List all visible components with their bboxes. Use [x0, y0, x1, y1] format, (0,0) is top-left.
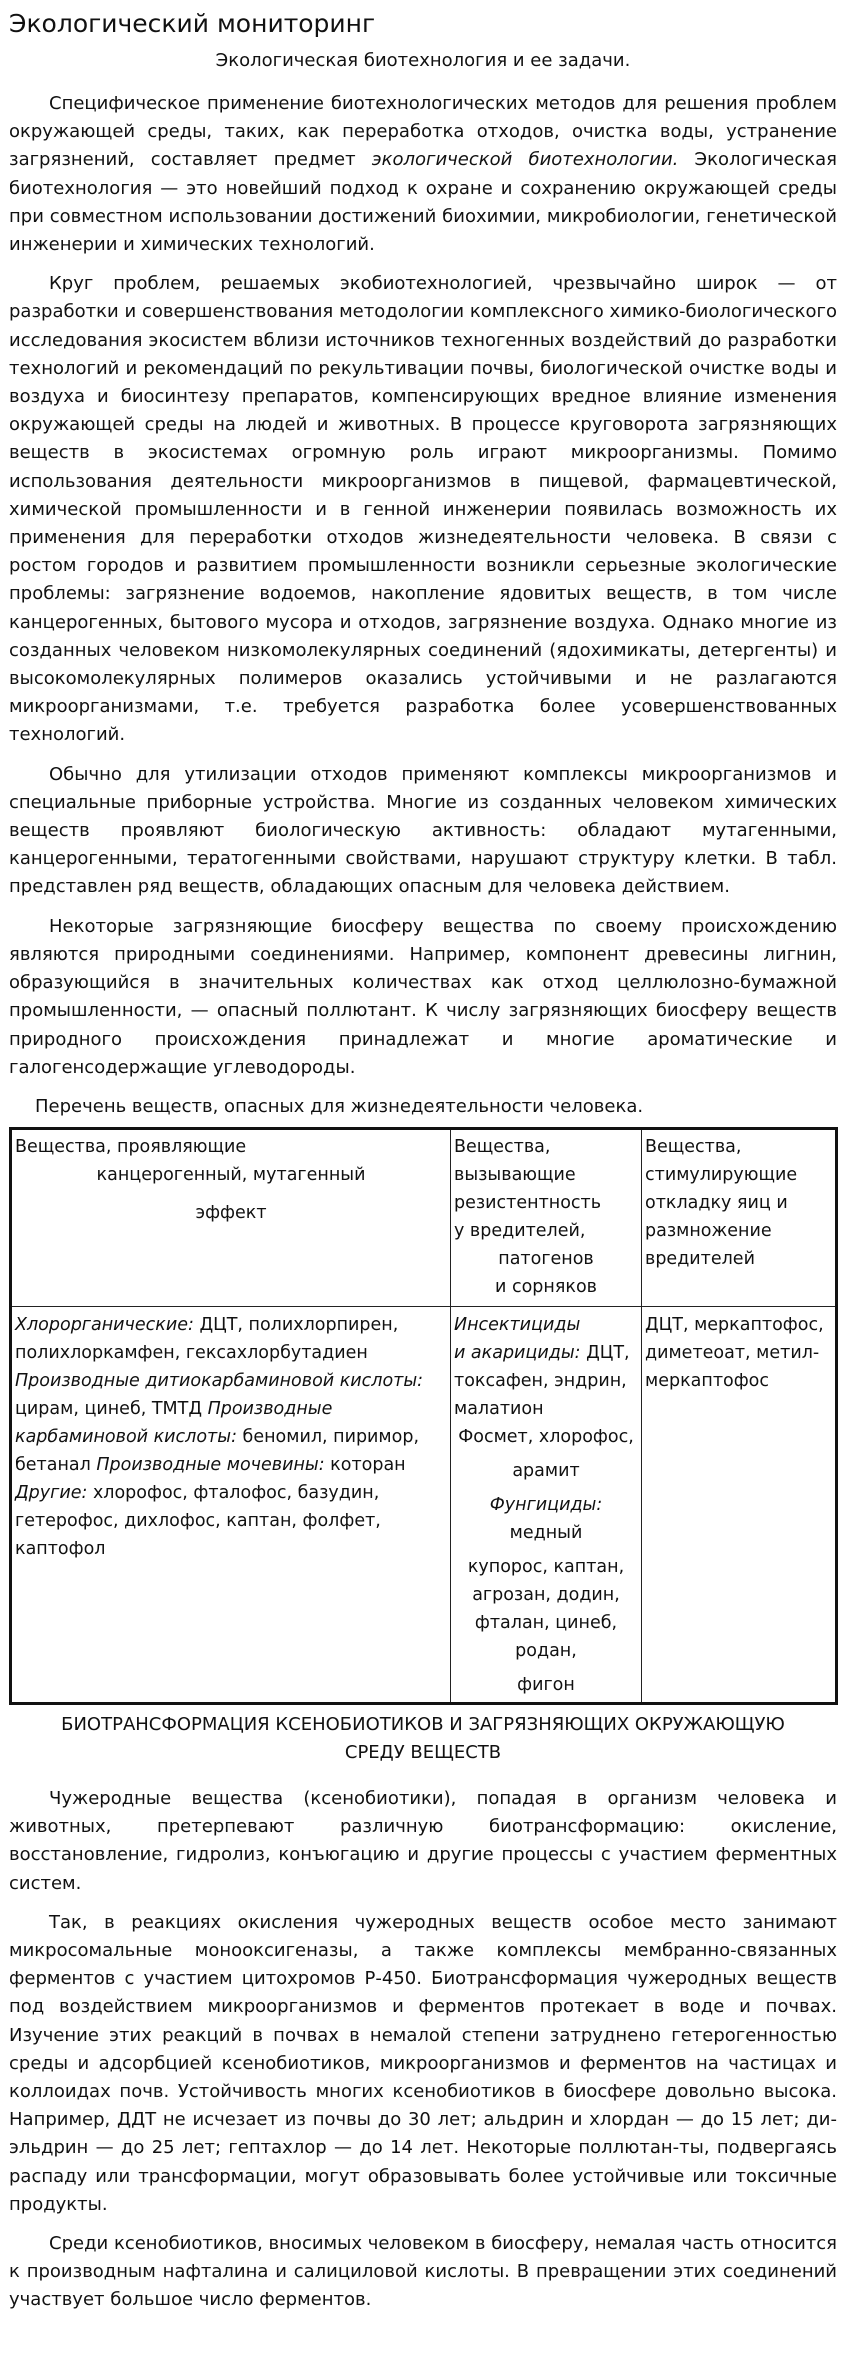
- header-col1-line3: эффект: [195, 1202, 267, 1223]
- header-col3-line5: вредителей: [645, 1248, 755, 1269]
- intro-paragraph-4: Некоторые загрязняющие биосферу вещества по своему происхождению являются природными соединениями. Например, компонент древесины лигнин, образующийся в значительных количествах как отход целлюлозно-бумажной промышленности, — опасный поллютант. К числу загрязняющих биосферу веществ природного происхождения принадлежат и многие ароматические и галогенсодержащие углеводороды.: [9, 915, 837, 1078]
- table-header-row: [11, 1128, 837, 1306]
- header-col2-line1: Вещества,: [454, 1136, 551, 1157]
- insecticides-text: ДЦТ, токсафен, эндрин, малатион: [454, 1342, 630, 1419]
- header-col2-line3: резистентность: [454, 1192, 602, 1213]
- group-text-organochlorine: ДЦТ, полихлорпирен, полихлоркамфен, гексахлорбутадиен: [15, 1314, 399, 1363]
- bio-paragraph-3: Среди ксенобиотиков, вносимых человеком в биосферу, немалая часть относится к производным нафталина и салициловой кислоты. В превращении этих соединений участвует большое число ферментов.: [9, 2232, 837, 2311]
- cell-egg-laying-list: [642, 1306, 837, 1703]
- page-title: Экологический мониторинг: [9, 9, 376, 38]
- header-cell-resistance: [451, 1128, 642, 1306]
- header-col2-line4: у вредителей,: [454, 1220, 586, 1241]
- group-label-urea: Производные мочевины:: [96, 1454, 325, 1475]
- group-label-organochlorine: Хлорорганические:: [15, 1314, 194, 1335]
- group-text-other: хлорофос, фталофос, базудин, гетерофос, дихлофос, каптан, фолфет, каптофол: [15, 1482, 381, 1559]
- fungicides-line3: фигон: [517, 1674, 575, 1695]
- intro-paragraph-3: Обычно для утилизации отходов применяют комплексы микроорганизмов и специальные приборные устройства. Многие из созданных человеком химических веществ проявляют биологическую активность: обладают мутагенными, канцерогенными, тератогенными свойствами, нарушают структуру клетки. В табл. представлен ряд веществ, обладающих опасным для человека действием.: [9, 763, 837, 898]
- header-col3-line2: стимулирующие: [645, 1164, 798, 1185]
- egg-laying-text: ДЦТ, меркаптофос, диметеоат, метил-меркаптофос: [645, 1314, 824, 1391]
- header-col2-line5: патогенов: [498, 1248, 594, 1269]
- biotransformation-heading: БИОТРАНСФОРМАЦИЯ КСЕНОБИОТИКОВ И ЗАГРЯЗНЯЮЩИХ ОКРУЖАЮЩУЮ СРЕДУ ВЕЩЕСТВ: [61, 1713, 785, 1763]
- cell-carcinogenic-list: [11, 1306, 451, 1703]
- insecticides-line2: Фосмет, хлорофос,: [458, 1426, 634, 1447]
- acaricides-label: и акарициды:: [454, 1342, 581, 1363]
- bio-paragraph-1: Чужеродные вещества (ксенобиотики), попадая в организм человека и животных, претерпевают различную биотрансформацию: окисление, восстановление, гидролиз, конъюгацию и другие процессы с участием ферментных систем.: [9, 1787, 837, 1894]
- intro-p1-emphasis: экологической биотехнологии.: [371, 149, 679, 171]
- substances-table: [9, 1127, 838, 1705]
- fungicides-line2: купорос, каптан, агрозан, додин, фталан, цинеб, родан,: [467, 1556, 625, 1661]
- group-text-urea: которан: [324, 1454, 406, 1475]
- group-text-carbamic: беномил, пиримор, бетанал: [15, 1426, 420, 1475]
- intro-p1-text-b: Экологическая биотехнология — это новейший подход к охране и сохранению окружающей среды при совместном использовании достижений биохимии, микробиологии, генетической инженерии и химических технологий.: [9, 149, 837, 256]
- group-label-carbamic: Производные карбаминовой кислоты:: [15, 1398, 333, 1447]
- header-col3-line1: Вещества,: [645, 1136, 742, 1157]
- insecticides-label: Инсектициды: [454, 1314, 581, 1335]
- table-caption: Перечень веществ, опасных для жизнедеятельности человека.: [35, 1095, 644, 1117]
- section-title: Экологическая биотехнология и ее задачи.: [215, 50, 631, 71]
- header-col2-line6: и сорняков: [495, 1276, 597, 1297]
- cell-resistance-list: [451, 1306, 642, 1703]
- header-col3-line4: размножение: [645, 1220, 772, 1241]
- fungicides-label: Фунгициды:: [489, 1494, 603, 1515]
- header-cell-carcinogenic: [11, 1128, 451, 1306]
- table-body-row: [11, 1306, 837, 1703]
- header-col1-line2: канцерогенный, мутагенный: [96, 1164, 366, 1185]
- intro-paragraph-2: Круг проблем, решаемых экобиотехнологией, чрезвычайно широк — от разработки и совершенствования методологии комплексного химико-биологического исследования экосистем вблизи источников техногенных воздействий до разработки технологий и рекомендаций по рекультивации почвы, биологической очистке воды и воздуха и биосинтезу препаратов, компенсирующих вредное влияние изменения окружающей среды на людей и животных. В процессе круговорота загрязняющих веществ в экосистемах огромную роль играют микроорганизмы. Помимо использования деятельности микроорганизмов в пищевой, фармацевтической, химической промышленности и в генной инженерии появилась возможность их применения для переработки отходов жизнедеятельности человека. В связи с ростом городов и развитием промышленности возникли серьезные экологические проблемы: загрязнение водоемов, накопление ядовитых веществ, в том числе канцерогенных, бытового мусора и отходов, загрязнение воздуха. Однако многие из созданных человеком низкомолекулярных соединений (ядохимикаты, детергенты) и высокомолекулярных полимеров оказались устойчивыми и не разлагаются микроорганизмами, т.е. требуется разработка более усовершенствованных технологий.: [9, 273, 837, 746]
- intro-p1-text-a: Специфическое применение биотехнологических методов для решения проблем окружающей среды, таких, как переработка отходов, очистка воды, устранение загрязнений, составляет предмет: [9, 93, 837, 171]
- group-label-dithiocarbamic: Производные дитиокарбаминовой кислоты:: [15, 1370, 424, 1391]
- group-label-other: Другие:: [15, 1482, 88, 1503]
- header-col2-line2: вызывающие: [454, 1164, 576, 1185]
- insecticides-line3: арамит: [512, 1460, 580, 1481]
- header-col3-line3: откладку яиц и: [645, 1192, 788, 1213]
- bio-paragraph-2: Так, в реакциях окисления чужеродных веществ особое место занимают микросомальные монооксигеназы, а также комплексы мембранно-связанных ферментов с участием цитохромов Р-450. Биотрансформация чужеродных веществ под воздействием микроорганизмов и ферментов протекает в воде и почвах. Изучение этих реакций в почвах в немалой степени затруднено гетерогенностью среды и адсорбцией ксенобиотиков, микроорганизмов и ферментов на частицах и коллоидах почв. Устойчивость многих ксенобиотиков в биосфере довольно высока. Например, ДДТ не исчезает из почвы до 30 лет; альдрин и хлордан — до 15 лет; ди-эльдрин — до 25 лет; гептахлор — до 14 лет. Некоторые поллютан-ты, подвергаясь распаду или трансформации, могут образовывать более устойчивые или токсичные продукты.: [9, 1911, 837, 2215]
- intro-paragraph-1: [9, 90, 837, 259]
- group-text-dithiocarbamic: цирам, цинеб, ТМТД: [15, 1398, 208, 1419]
- header-col1-line1: Вещества, проявляющие: [15, 1136, 247, 1157]
- fungicides-line1: медный: [509, 1522, 583, 1543]
- header-cell-egg-laying: [642, 1128, 837, 1306]
